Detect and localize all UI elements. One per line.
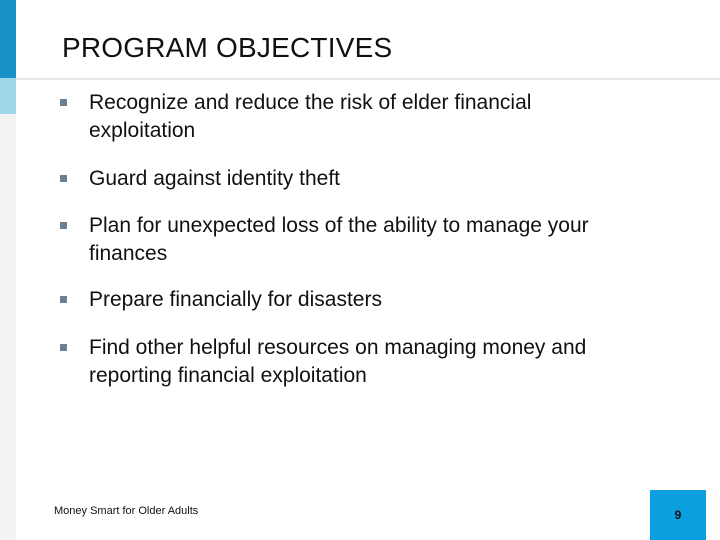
accent-bar-top [0,0,16,78]
square-bullet-icon [60,99,67,106]
page-number-box [650,490,706,540]
list-item [60,334,660,390]
slide-title: PROGRAM OBJECTIVES [62,32,393,63]
bullet-text: Recognize and reduce the risk of elder financial exploitation [89,91,532,142]
square-bullet-icon [60,344,67,351]
accent-bar-mid [0,78,16,114]
list-item [60,212,660,268]
bullet-text: Guard against identity theft [89,167,340,190]
list-item [60,89,660,145]
footer-text: Money Smart for Older Adults [54,505,199,517]
page-number: 9 [674,508,682,522]
title-rule [16,78,720,80]
accent-bar-bottom [0,114,16,540]
bullet-text: Plan for unexpected loss of the ability to manage your finances [89,214,589,265]
square-bullet-icon [60,296,67,303]
list-item [60,286,660,314]
bullet-text: Prepare financially for disasters [89,288,382,311]
list-item [60,165,660,193]
bullet-text: Find other helpful resources on managing money and reporting financial exploitation [89,336,587,387]
square-bullet-icon [60,222,67,229]
square-bullet-icon [60,175,67,182]
